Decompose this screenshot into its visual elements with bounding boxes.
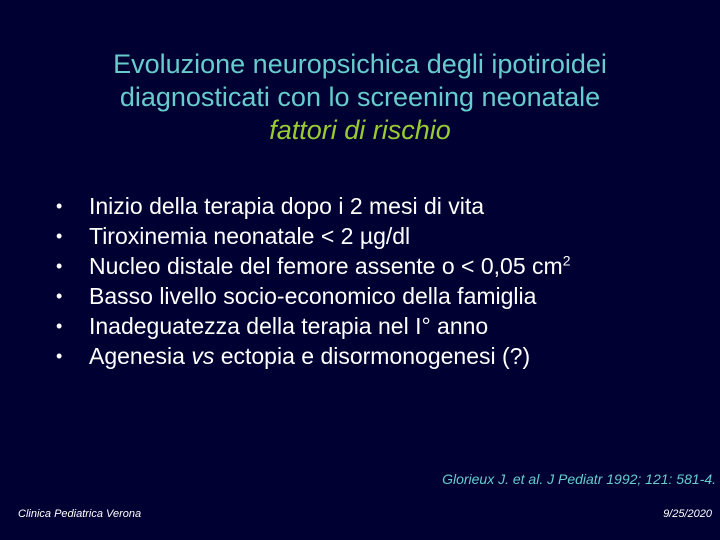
bullet-icon: • xyxy=(56,256,63,276)
bullet-item xyxy=(56,191,716,221)
bullet-text: Agenesia xyxy=(89,343,192,369)
bullet-text: Nucleo distale del femore assente o < 0,05 cm xyxy=(89,253,563,279)
footer-date: 9/25/2020 xyxy=(663,508,712,520)
bullet-icon: • xyxy=(56,196,63,216)
bullet-text: Inadeguatezza della terapia nel I° anno xyxy=(89,313,489,339)
bullet-icon: • xyxy=(56,316,63,336)
bullet-text: Basso livello socio-economico della famiglia xyxy=(89,283,537,309)
bullet-list xyxy=(56,191,716,371)
bullet-item xyxy=(56,251,716,281)
title-line-1: Evoluzione neuropsichica degli ipotiroidei xyxy=(113,49,607,79)
bullet-icon: • xyxy=(56,286,63,306)
bullet-text: Inizio della terapia dopo i 2 mesi di vita xyxy=(89,193,485,219)
bullet-item xyxy=(56,221,716,251)
slide-subtitle: fattori di rischio xyxy=(269,115,451,145)
slide-title xyxy=(40,48,680,147)
bullet-italic-text: vs xyxy=(191,343,215,369)
superscript: 2 xyxy=(562,252,571,269)
title-line-2: diagnosticati con lo screening neonatale xyxy=(119,82,601,112)
bullet-icon: • xyxy=(56,226,63,246)
bullet-text: Tiroxinemia neonatale < 2 µg/dl xyxy=(89,223,411,249)
bullet-item xyxy=(56,281,716,311)
bullet-icon: • xyxy=(56,346,63,366)
bullet-item xyxy=(56,341,716,371)
bullet-text-tail: ectopia e disormonogenesi (?) xyxy=(214,343,531,369)
footer-institution: Clinica Pediatrica Verona xyxy=(18,508,142,520)
citation: Glorieux J. et al. J Pediatr 1992; 121: 581-4. xyxy=(442,471,716,487)
bullet-item xyxy=(56,311,716,341)
